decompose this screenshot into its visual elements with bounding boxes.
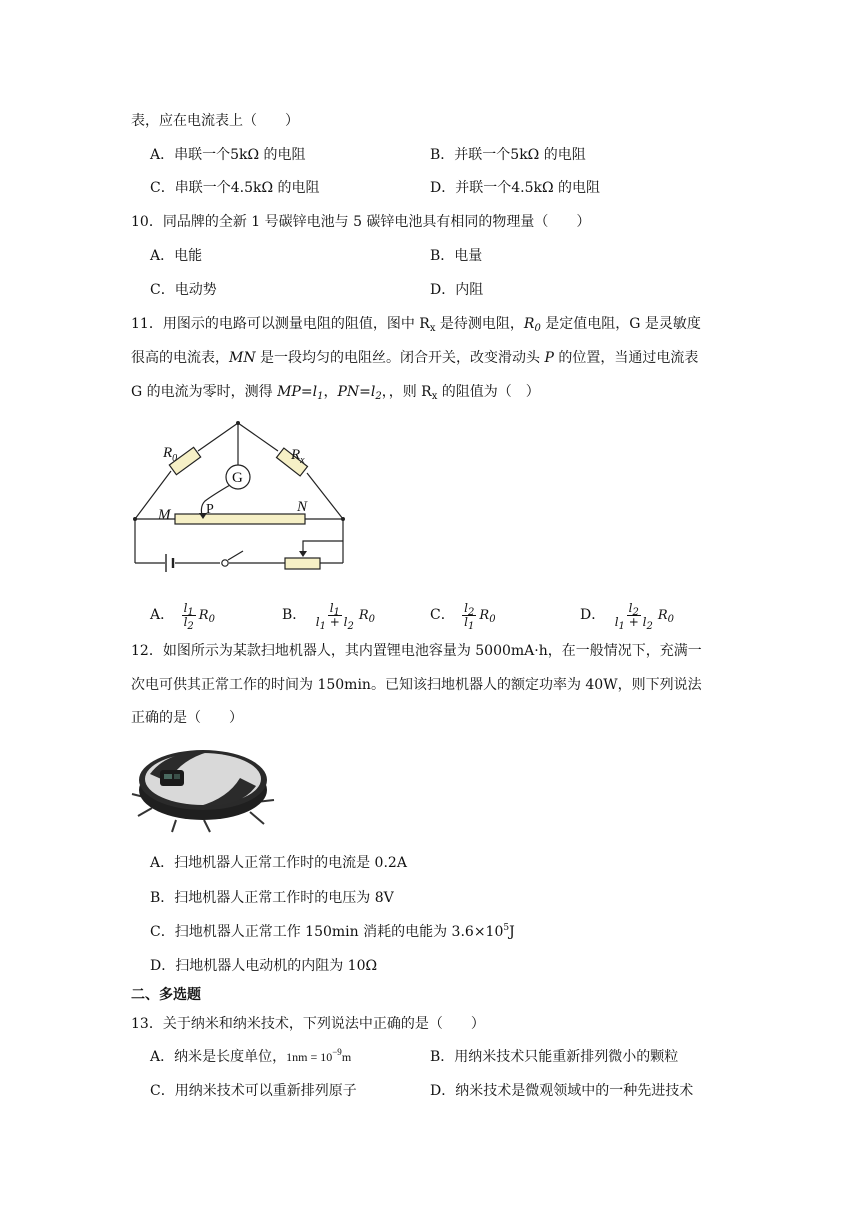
q13-option-a[interactable]: A．纳米是长度单位，$1nm = 10^{-9}m$ bbox=[150, 1047, 352, 1065]
q10-option-d[interactable]: D．内阻 bbox=[430, 282, 484, 298]
q12-option-c[interactable]: C．扫地机器人正常工作 150min 消耗的电能为 $3.6\times 10^5J$ bbox=[150, 923, 515, 940]
q11-option-a[interactable]: A． $\frac{l_1}{l_2}$ $R_0$ bbox=[150, 600, 215, 632]
bridge-circuit-diagram bbox=[125, 415, 355, 577]
n-label: N bbox=[297, 499, 308, 515]
question-13-stem: 13．关于纳米和纳米技术，下列说法中正确的是（ ） bbox=[131, 1016, 485, 1032]
q11-option-b[interactable]: B． $\frac{l_1}{l_1 + l_2}$ $R_0$ bbox=[282, 600, 376, 632]
question-12-stem-line3: 正确的是（ ） bbox=[131, 710, 243, 726]
q10-option-a[interactable]: A．电能 bbox=[150, 248, 203, 264]
r0-label: $R_0$ bbox=[163, 445, 178, 464]
q12-option-b[interactable]: B．扫地机器人正常工作时的电压为 8V bbox=[150, 890, 394, 906]
question-10-stem: 10．同品牌的全新 1 号碳锌电池与 5 碳锌电池具有相同的物理量（ ） bbox=[131, 214, 591, 230]
q9-option-d[interactable]: D．并联一个4.5kΩ 的电阻 bbox=[430, 180, 601, 196]
slide-wire-mn bbox=[175, 514, 305, 524]
question-11-stem-line2: 很高的电流表，MN 是一段均匀的电阻丝。闭合开关，改变滑动头 P 的位置，当通过电流表 bbox=[131, 350, 699, 366]
g-label: G bbox=[232, 470, 243, 486]
question-12-stem-line1: 12．如图所示为某款扫地机器人，其内置锂电池容量为 5000mA·h，在一般情况下，充满一 bbox=[131, 643, 702, 659]
q9-option-c[interactable]: C．串联一个4.5kΩ 的电阻 bbox=[150, 180, 320, 196]
q10-option-c[interactable]: C．电动势 bbox=[150, 282, 217, 298]
q11-option-d[interactable]: D． $\frac{l_2}{l_1 + l_2}$ $R_0$ bbox=[580, 600, 674, 632]
q10-option-b[interactable]: B．电量 bbox=[430, 248, 483, 264]
rx-label: $R_x$ bbox=[291, 447, 305, 466]
q13-option-d[interactable]: D．纳米技术是微观领域中的一种先进技术 bbox=[430, 1083, 694, 1099]
q9-option-b[interactable]: B．并联一个5kΩ 的电阻 bbox=[430, 147, 586, 163]
section-multiple-choice-heading: 二、多选题 bbox=[131, 987, 201, 1003]
question-9-stem-tail: 表，应在电流表上（ ） bbox=[131, 113, 299, 129]
robot-vacuum-image bbox=[128, 738, 278, 834]
p-label: P bbox=[206, 502, 214, 517]
question-11-stem-line3: G 的电流为零时，测得 $MP=l_1$，$PN=l_2$，，则 $R_x$ 的阻值为（ ） bbox=[131, 384, 540, 402]
q13-option-c[interactable]: C．用纳米技术可以重新排列原子 bbox=[150, 1083, 357, 1099]
q13-option-b[interactable]: B．用纳米技术只能重新排列微小的颗粒 bbox=[430, 1049, 679, 1065]
q12-option-a[interactable]: A．扫地机器人正常工作时的电流是 0.2A bbox=[150, 855, 407, 871]
q9-option-a[interactable]: A．串联一个5kΩ 的电阻 bbox=[150, 147, 306, 163]
m-label: M bbox=[158, 507, 171, 523]
q12-option-d[interactable]: D．扫地机器人电动机的内阻为 10Ω bbox=[150, 958, 378, 974]
q11-option-c[interactable]: C． $\frac{l_2}{l_1}$ $R_0$ bbox=[430, 600, 496, 632]
question-12-stem-line2: 次电可供其正常工作的时间为 150min。已知该扫地机器人的额定功率为 40W，则下列说法 bbox=[131, 677, 702, 693]
rheostat bbox=[285, 558, 320, 569]
question-11-stem-line1: 11．用图示的电路可以测量电阻的阻值，图中 $R_x$ 是待测电阻，$R_0$ 是定值电阻，G 是灵敏度 bbox=[131, 316, 701, 334]
